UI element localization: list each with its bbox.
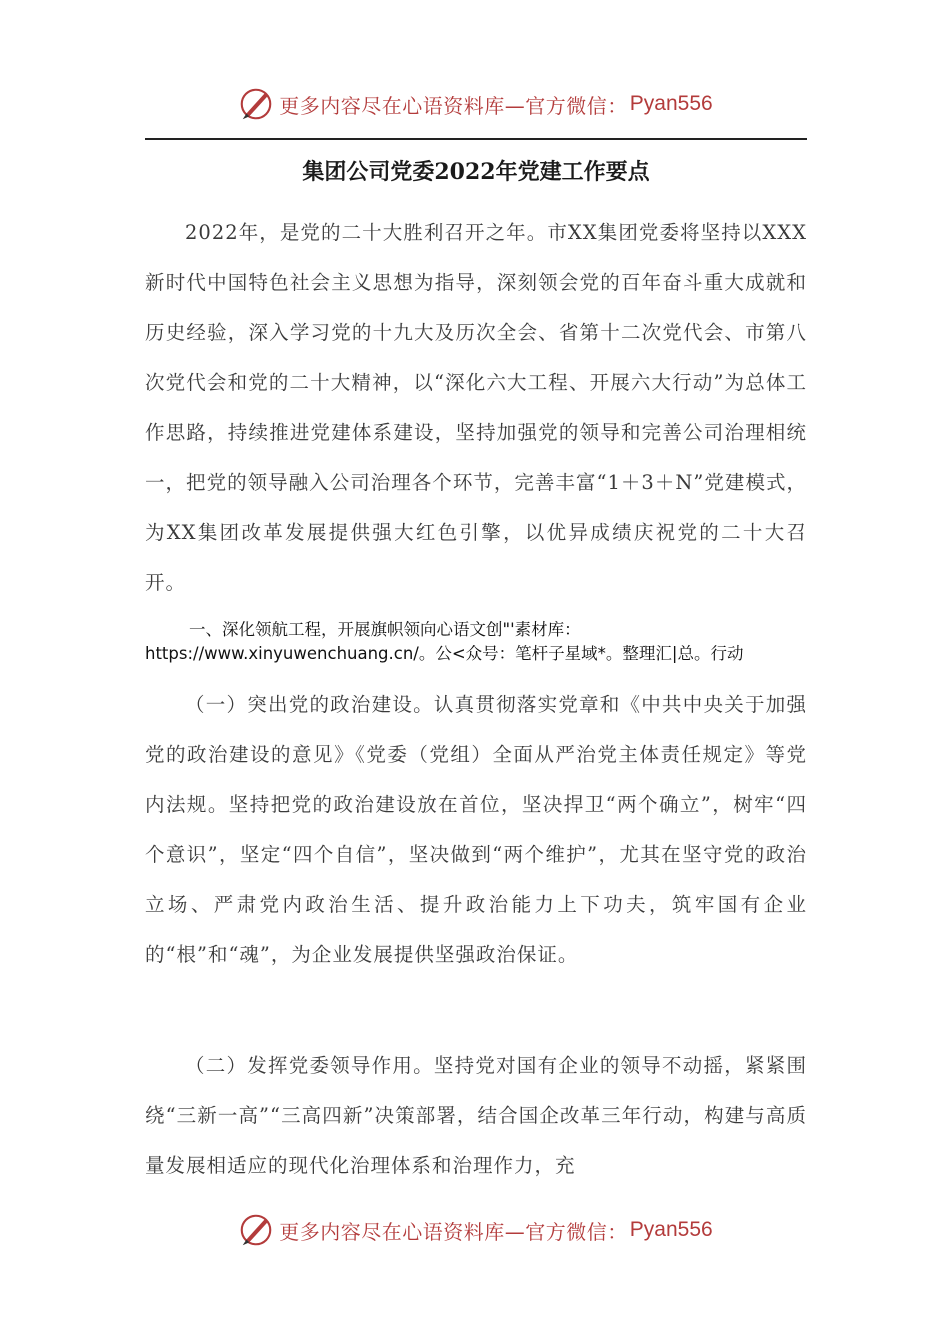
paragraph-political-building: （一）突出党的政治建设。认真贯彻落实党章和《中共中央关于加强党的政治建设的意见》《党委（党组）全面从严治党主体责任规定》等党内法规。坚持把党的政治建设放在首位，坚决捍卫“两个确立”，树牢“四个意识”，坚定“四个自信”，坚决做到“两个维护”，尤其在坚守党的政治立场、严肃党内政治生活、提升政治能力上下功夫，筑牢国有企业的“根”和“魂”，为企业发展提供坚强政治保证。: [145, 693, 807, 966]
banner-wechat-id: Pyan556: [629, 92, 713, 115]
header-banner: [0, 84, 950, 124]
banner-text: 更多内容尽在心语资料库—官方微信：: [279, 93, 628, 118]
footer-banner: [0, 1210, 950, 1250]
header-divider: [145, 138, 807, 140]
document-title: 集团公司党委2022年党建工作要点: [302, 159, 650, 185]
pen-logo-icon: [237, 1211, 275, 1249]
banner-text: 更多内容尽在心语资料库—官方微信：: [279, 1219, 628, 1244]
banner-wechat-id: Pyan556: [629, 1218, 713, 1241]
pen-logo-icon: [237, 85, 275, 123]
section-heading: 一、深化领航工程，开展旗帜领向心语文创"'素材库：https://www.xinyuwenchuang.cn/。公<众号：笔杆子星域*。整理汇|总。行动: [145, 620, 744, 663]
paragraph-intro: 2022年，是党的二十大胜利召开之年。市XX集团党委将坚持以XXX新时代中国特色社会主义思想为指导，深刻领会党的百年奋斗重大成就和历史经验，深入学习党的十九大及历次全会、省第十二次党代会、市第八次党代会和党的二十大精神，以“深化六大工程、开展六大行动”为总体工作思路，持续推进党建体系建设，坚持加强党的领导和完善公司治理相统一，把党的领导融入公司治理各个环节，完善丰富“1＋3＋N”党建模式，为XX集团改革发展提供强大红色引擎，以优异成绩庆祝党的二十大召开。: [145, 221, 807, 594]
paragraph-party-leadership: （二）发挥党委领导作用。坚持党对国有企业的领导不动摇，紧紧围绕“三新一高”“三高四新”决策部署，结合国企改革三年行动，构建与高质量发展相适应的现代化治理体系和治理作力，充: [145, 1054, 807, 1177]
